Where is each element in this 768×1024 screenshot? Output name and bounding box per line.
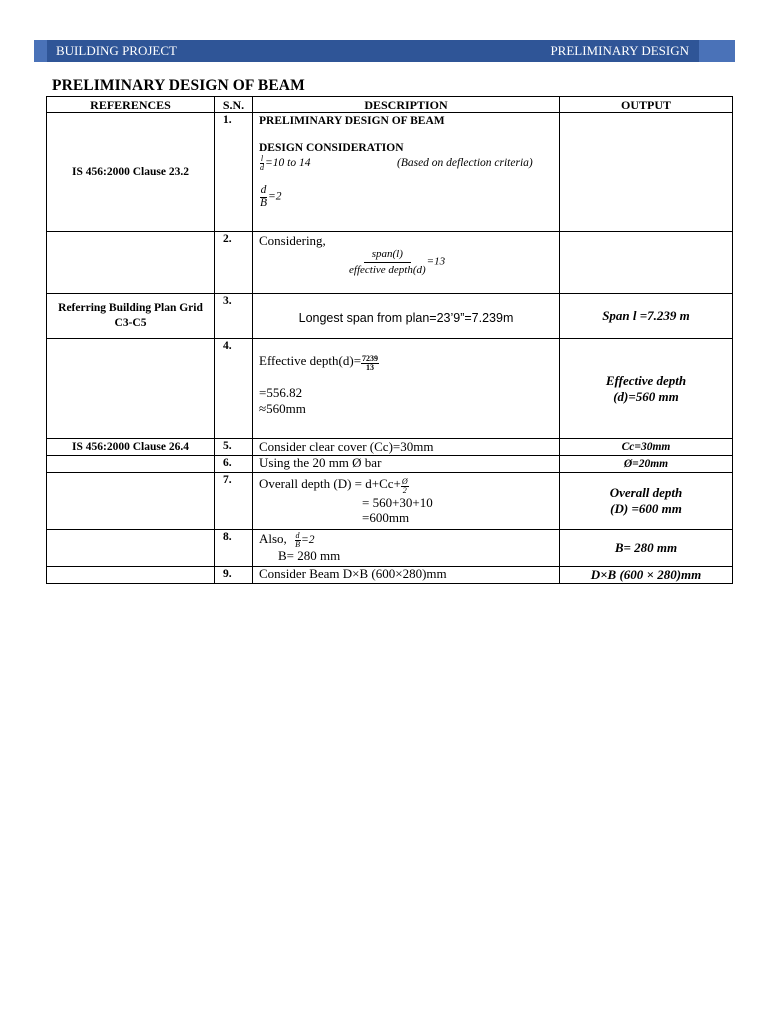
- table-row: [47, 232, 733, 294]
- span-denominator: effective depth(d): [349, 264, 426, 276]
- column-header-references: REFERENCES: [47, 97, 215, 113]
- output-cell: [560, 113, 733, 232]
- table-row: [47, 567, 733, 584]
- table-header-row: [47, 97, 733, 113]
- effective-depth-fraction: [361, 355, 379, 372]
- span-ratio-value: =13: [426, 255, 446, 268]
- serial-number-cell: 4.: [215, 339, 253, 439]
- serial-number-cell: 3.: [215, 294, 253, 339]
- overall-depth-sum: = 560+30+10: [362, 495, 433, 510]
- db-ratio-line: [259, 185, 559, 209]
- db2-denominator: B: [295, 539, 300, 549]
- effective-depth-result: =556.82: [259, 385, 303, 400]
- ratio-line: [259, 155, 559, 173]
- serial-number-cell: 5.: [215, 439, 253, 456]
- ld-value: =10 to 14: [265, 157, 311, 170]
- effective-depth-denominator: 13: [366, 363, 375, 372]
- ld-denominator: d: [260, 163, 264, 172]
- table-row: [47, 339, 733, 439]
- overall-depth-text: Overall depth (D) = d+Cc+: [259, 476, 401, 491]
- reference-cell: [47, 530, 215, 567]
- db-denominator: B: [260, 196, 268, 209]
- output-cell: D×B (600 × 280)mm: [560, 567, 733, 584]
- reference-cell: [47, 567, 215, 584]
- serial-number-cell: 1.: [215, 113, 253, 232]
- table-row: [47, 456, 733, 473]
- output-cell: Cc=30mm: [560, 439, 733, 456]
- reference-cell: IS 456:2000 Clause 26.4: [47, 439, 215, 456]
- table-row: [47, 439, 733, 456]
- header-left-text: BUILDING PROJECT: [56, 43, 177, 58]
- db-fraction: [259, 185, 268, 209]
- column-header-sn: S.N.: [215, 97, 253, 113]
- description-cell: [253, 113, 560, 232]
- description-cell: [253, 473, 560, 530]
- output-cell: [560, 473, 733, 530]
- db2-value: =2: [300, 534, 315, 546]
- description-heading: PRELIMINARY DESIGN OF BEAM: [259, 115, 445, 127]
- description-cell: [253, 339, 560, 439]
- design-consideration-heading: DESIGN CONSIDERATION: [259, 142, 404, 154]
- reference-cell: [47, 473, 215, 530]
- description-cell: Longest span from plan=23’9”=7.239m: [253, 294, 560, 339]
- table-row: [47, 530, 733, 567]
- effective-depth-text: Effective depth(d)=: [259, 353, 362, 368]
- effective-depth-rounded: ≈560mm: [259, 401, 306, 416]
- description-cell: Using the 20 mm Ø bar: [253, 456, 560, 473]
- reference-cell: [47, 232, 215, 294]
- also-text: Also,: [259, 531, 287, 546]
- effective-depth-line: [259, 353, 559, 372]
- description-cell: Consider Beam D×B (600×280)mm: [253, 567, 560, 584]
- column-header-output: OUTPUT: [560, 97, 733, 113]
- reference-cell: [47, 339, 215, 439]
- breadth-result: B= 280 mm: [278, 547, 341, 563]
- overall-depth-result: =600mm: [362, 510, 410, 525]
- column-header-description: DESCRIPTION: [253, 97, 560, 113]
- output-line-2: (d)=560 mm: [613, 388, 679, 404]
- db2-numerator: d: [295, 530, 300, 540]
- output-line-1: Effective depth: [605, 372, 687, 388]
- serial-number-cell: 8.: [215, 530, 253, 567]
- db-value: =2: [268, 190, 282, 203]
- db-numerator: d: [260, 184, 267, 196]
- effective-depth-numerator: 7239: [362, 354, 379, 363]
- reference-cell: [47, 456, 215, 473]
- description-cell: Consider clear cover (Cc)=30mm: [253, 439, 560, 456]
- serial-number-cell: 2.: [215, 232, 253, 294]
- bar-denominator: 2: [402, 486, 407, 495]
- serial-number-cell: 9.: [215, 567, 253, 584]
- description-cell: [253, 530, 560, 567]
- table-row: [47, 473, 733, 530]
- ld-numerator: l: [260, 154, 264, 163]
- output-line-2: (D) =600 mm: [610, 501, 682, 516]
- header-accent-right: [699, 40, 735, 62]
- output-cell: Ø=20mm: [560, 456, 733, 473]
- reference-cell: Referring Building Plan Grid C3-C5: [47, 294, 215, 339]
- header-accent-left: [34, 40, 47, 62]
- header-right-text: PRELIMINARY DESIGN: [550, 43, 689, 58]
- deflection-criteria-note: (Based on deflection criteria): [397, 157, 533, 169]
- serial-number-cell: 7.: [215, 473, 253, 530]
- db-fraction-2: [294, 532, 301, 549]
- page-title: PRELIMINARY DESIGN OF BEAM: [52, 77, 305, 94]
- overall-depth-line: [259, 476, 559, 495]
- table-row: [47, 294, 733, 339]
- description-cell: [253, 232, 560, 294]
- table-row: [47, 113, 733, 232]
- span-ratio-line: [259, 248, 559, 276]
- reference-cell: IS 456:2000 Clause 23.2: [47, 113, 215, 232]
- considering-text: Considering,: [259, 233, 326, 248]
- bar-fraction: [401, 478, 409, 495]
- serial-number-cell: 6.: [215, 456, 253, 473]
- bar-numerator: Ø: [401, 477, 408, 486]
- span-numerator: span(l): [364, 248, 411, 263]
- output-cell: [560, 232, 733, 294]
- output-cell: Span l =7.239 m: [560, 294, 733, 339]
- output-line-1: Overall depth: [609, 485, 683, 500]
- output-cell: B= 280 mm: [560, 530, 733, 567]
- page-header-bar: [34, 40, 735, 62]
- also-line: [259, 531, 559, 549]
- beam-design-table: [46, 96, 733, 584]
- span-depth-fraction: [348, 248, 427, 276]
- output-cell: [560, 339, 733, 439]
